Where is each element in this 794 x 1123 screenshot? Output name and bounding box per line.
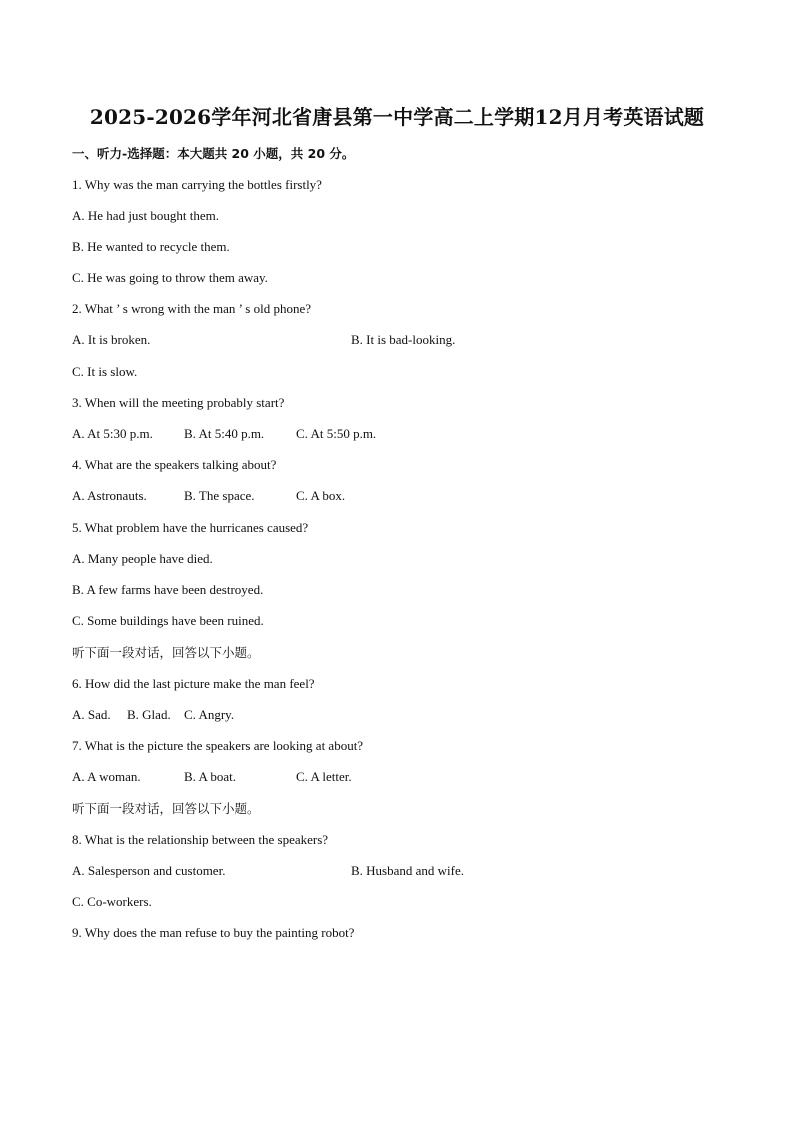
question-4-option-b: B. The space. [184,488,255,503]
question-6-option-c: C. Angry. [184,707,235,722]
listening-instruction-2: 听下面一段对话，回答以下小题。 [72,801,260,816]
question-7-options-row [72,768,732,786]
question-3-option-a: A. At 5:30 p.m. [72,426,153,441]
question-1-option-c: C. He was going to throw them away. [72,270,268,285]
question-4-option-a: A. Astronauts. [72,488,147,503]
question-3-option-c: C. At 5:50 p.m. [296,426,377,441]
question-5-option-a: A. Many people have died. [72,551,213,566]
section-heading: 一、听力-选择题：本大题共 20 小题，共 20 分。 [72,146,355,161]
question-8-stem: 8. What is the relationship between the speakers? [72,832,329,847]
question-3-options-row [72,425,732,443]
question-7-option-b: B. A boat. [184,769,237,784]
question-8-option-c: C. Co-workers. [72,894,152,909]
question-1-stem: 1. Why was the man carrying the bottles firstly? [72,177,322,192]
question-6-option-a: A. Sad. [72,707,111,722]
question-5-stem: 5. What problem have the hurricanes caused? [72,520,309,535]
question-2-stem: 2. What ’ s wrong with the man ’ s old phone? [72,301,312,316]
question-9-stem: 9. Why does the man refuse to buy the painting robot? [72,925,355,940]
question-7-option-c: C. A letter. [296,769,352,784]
question-8-options-row [72,862,732,880]
question-1-option-a: A. He had just bought them. [72,208,219,223]
question-2-option-b: B. It is bad-looking. [351,332,456,347]
question-6-option-b: B. Glad. [127,707,171,722]
question-2-option-c: C. It is slow. [72,364,138,379]
question-4-options-row [72,487,732,505]
question-5-option-c: C. Some buildings have been ruined. [72,613,264,628]
page-title: 2025-2026学年河北省唐县第一中学高二上学期12月月考英语试题 [89,105,705,129]
question-3-option-b: B. At 5:40 p.m. [184,426,265,441]
question-8-option-b: B. Husband and wife. [351,863,465,878]
listening-instruction-1: 听下面一段对话，回答以下小题。 [72,645,260,660]
question-3-stem: 3. When will the meeting probably start? [72,395,285,410]
question-1-option-b: B. He wanted to recycle them. [72,239,230,254]
question-2-options-row [72,331,732,349]
question-8-option-a: A. Salesperson and customer. [72,863,226,878]
question-7-stem: 7. What is the picture the speakers are looking at about? [72,738,364,753]
question-4-option-c: C. A box. [296,488,346,503]
question-2-option-a: A. It is broken. [72,332,151,347]
question-6-stem: 6. How did the last picture make the man feel? [72,676,315,691]
question-6-options-row [72,706,732,724]
question-7-option-a: A. A woman. [72,769,141,784]
question-4-stem: 4. What are the speakers talking about? [72,457,277,472]
question-5-option-b: B. A few farms have been destroyed. [72,582,264,597]
